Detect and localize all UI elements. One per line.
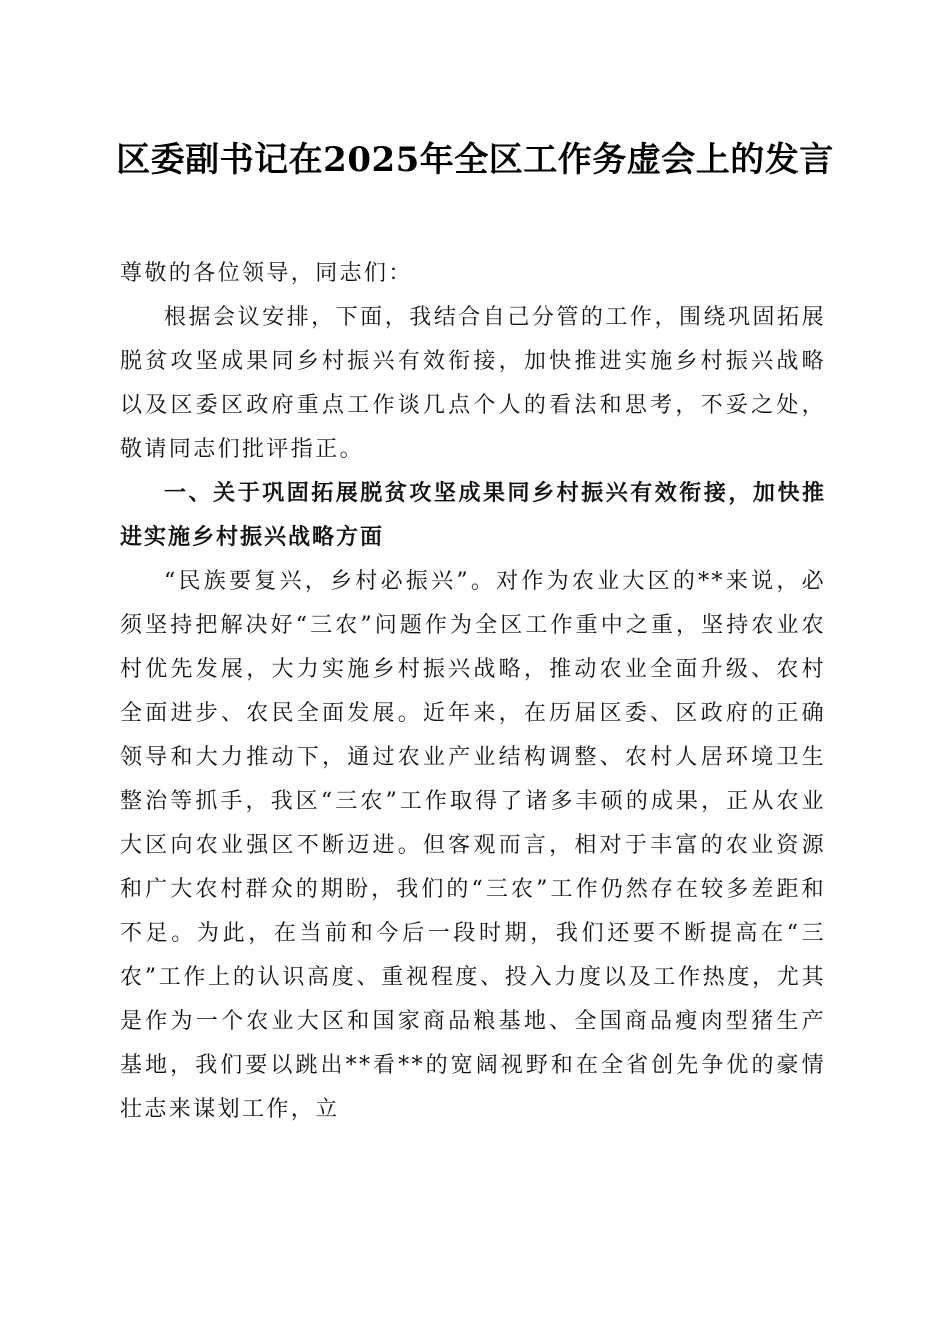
- document-title: 区委副书记在2025年全区工作务虚会上的发言: [116, 140, 834, 180]
- document-body: [120, 252, 826, 1132]
- intro-paragraph: 根据会议安排，下面，我结合自己分管的工作，围绕巩固拓展脱贫攻坚成果同乡村振兴有效衔接，加快推进实施乡村振兴战略以及区委区政府重点工作谈几点个人的看法和思考，不妥之处，敬请同志们批评指正。: [120, 305, 826, 462]
- salutation: 尊敬的各位领导，同志们：: [120, 261, 413, 286]
- section-heading: 一、关于巩固拓展脱贫攻坚成果同乡村振兴有效衔接，加快推进实施乡村振兴战略方面: [120, 481, 826, 550]
- section-paragraph: “民族要复兴，乡村必振兴”。对作为农业大区的**来说，必须坚持把解决好“三农”问题作为全区工作重中之重，坚持农业农村优先发展，大力实施乡村振兴战略，推动农业全面升级、农村全面进步、农民全面发展。近年来，在历届区委、区政府的正确领导和大力推动下，通过农业产业结构调整、农村人居环境卫生整治等抓手，我区“三农”工作取得了诸多丰硕的成果，正从农业大区向农业强区不断迈进。但客观而言，相对于丰富的农业资源和广大农村群众的期盼，我们的“三农”工作仍然存在较多差距和不足。为此，在当前和今后一段时期，我们还要不断提高在“三农”工作上的认识高度、重视程度、投入力度以及工作热度，尤其是作为一个农业大区和国家商品粮基地、全国商品瘦肉型猪生产基地，我们要以跳出**看**的宽阔视野和在全省创先争优的豪情壮志来谋划工作，立: [120, 569, 826, 1122]
